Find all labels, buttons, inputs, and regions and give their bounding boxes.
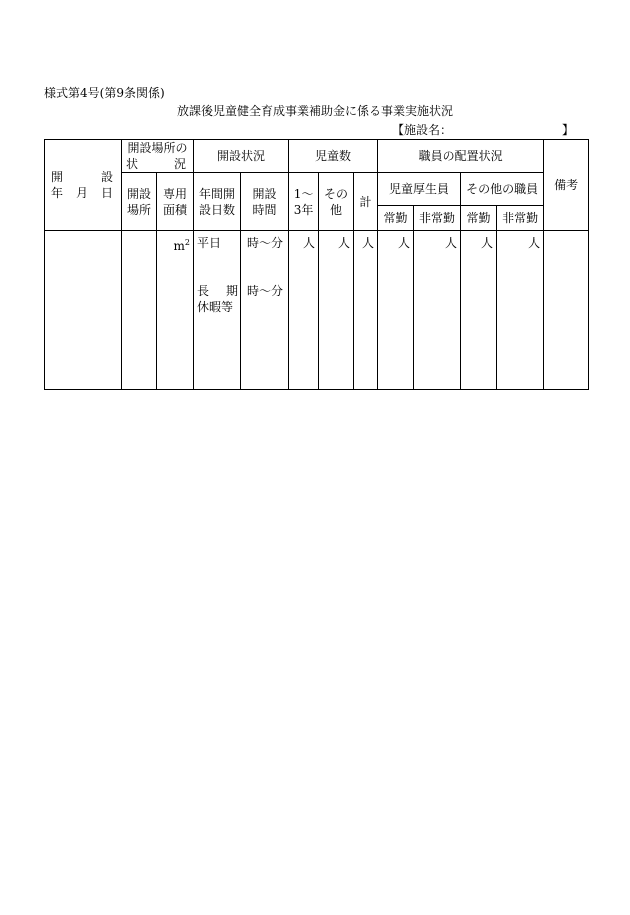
location-status-header [122, 140, 194, 173]
location-header [122, 173, 157, 231]
hours-format: 時～分 [247, 284, 284, 298]
area-line: 面積 [163, 202, 188, 217]
total-header: 計 [354, 173, 378, 231]
hours-format: 時～分 [247, 236, 284, 250]
location-status-line1: 開設場所の [127, 141, 188, 155]
grade13-line: 3年 [293, 202, 314, 217]
location-status-char: 況 [174, 157, 187, 171]
other-children-line: その [324, 186, 349, 201]
opening-date-header [45, 140, 122, 231]
opening-date-char: 年 [51, 186, 64, 200]
long-vacation-char: 長 [197, 284, 210, 298]
worker-full-time-cell[interactable]: 人 [378, 231, 414, 390]
child-welfare-worker-header: 児童厚生員 [378, 173, 461, 206]
part-time-header: 非常勤 [414, 206, 461, 231]
opening-date-char: 設 [100, 170, 113, 184]
location-line: 開設 [126, 186, 151, 201]
other-children-header [319, 173, 354, 231]
annual-days-line: 設日数 [199, 202, 236, 217]
facility-name-field [392, 121, 574, 138]
weekday-label: 平日 [197, 236, 222, 250]
grade13-header [289, 173, 319, 231]
area-header [157, 173, 194, 231]
total-cell[interactable]: 人 [354, 231, 378, 390]
grade13-cell[interactable]: 人 [289, 231, 319, 390]
hours-header [241, 173, 289, 231]
full-time-header: 常勤 [461, 206, 497, 231]
worker-part-time-cell[interactable]: 人 [414, 231, 461, 390]
grade13-line: 1～ [293, 186, 314, 201]
location-line: 場所 [126, 202, 151, 217]
other-children-line: 他 [330, 202, 343, 217]
area-line: 専用 [163, 186, 188, 201]
hours-cell[interactable] [241, 231, 289, 390]
hours-line: 開設 [252, 186, 277, 201]
other-children-cell[interactable]: 人 [319, 231, 354, 390]
implementation-status-table [44, 139, 589, 390]
staff-status-header: 職員の配置状況 [378, 140, 544, 173]
opening-date-char: 開 [51, 170, 64, 184]
annual-days-header [194, 173, 241, 231]
long-vacation-char: 期 [226, 284, 239, 298]
area-unit: m [173, 239, 185, 253]
opening-date-cell[interactable] [45, 231, 122, 390]
location-cell[interactable] [122, 231, 157, 390]
area-unit-superscript: 2 [184, 238, 191, 247]
other-full-time-cell[interactable]: 人 [461, 231, 497, 390]
long-vacation-line2: 休暇等 [197, 300, 234, 314]
other-staff-header: その他の職員 [461, 173, 544, 206]
hours-line: 時間 [252, 202, 277, 217]
annual-days-line: 年間開 [199, 186, 236, 201]
area-cell[interactable] [157, 231, 194, 390]
facility-name-close-bracket: 】 [561, 123, 574, 137]
opening-date-char: 日 [100, 186, 113, 200]
document-title: 放課後児童健全育成事業補助金に係る事業実施状況 [176, 104, 453, 118]
remarks-header: 備考 [544, 140, 589, 231]
facility-name-label: 【施設名： [392, 123, 453, 137]
form-number: 様式第4号(第9条関係) [44, 86, 165, 100]
location-status-char: 状 [126, 157, 139, 171]
annual-days-cell[interactable] [194, 231, 241, 390]
full-time-header: 常勤 [378, 206, 414, 231]
remarks-cell[interactable] [544, 231, 589, 390]
part-time-header: 非常勤 [497, 206, 544, 231]
children-count-header: 児童数 [289, 140, 378, 173]
opening-date-char: 月 [75, 186, 88, 200]
other-part-time-cell[interactable]: 人 [497, 231, 544, 390]
opening-status-header: 開設状況 [194, 140, 289, 173]
